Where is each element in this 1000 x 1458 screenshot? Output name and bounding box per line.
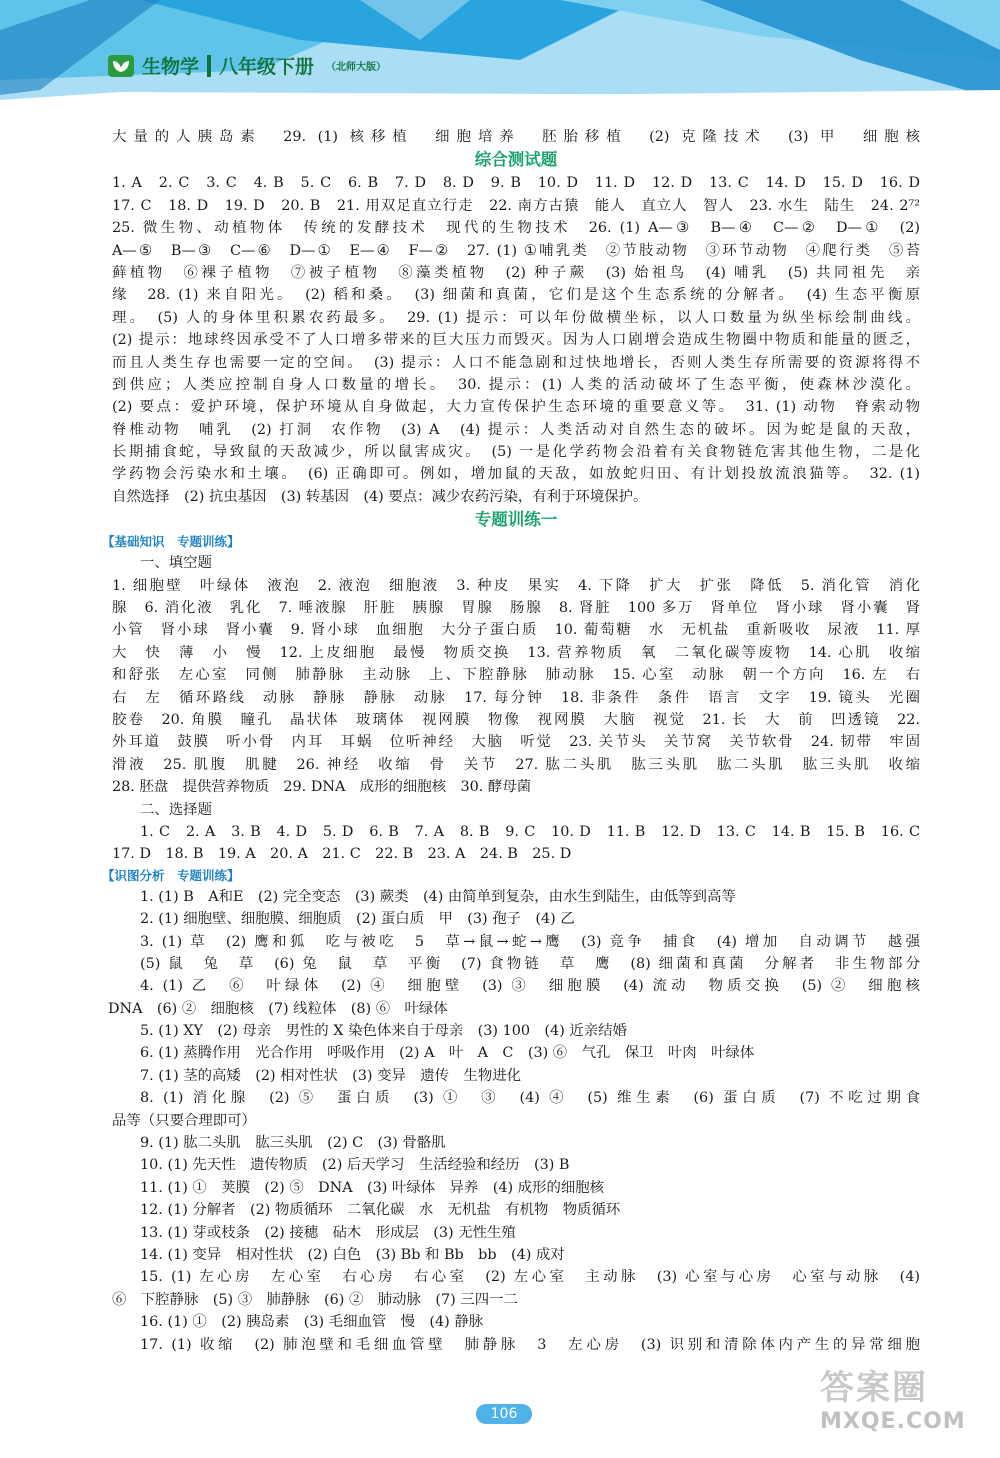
page-header [0,0,1000,110]
answer-line: 二、选择题 [140,801,212,818]
answer-line: 16. (1) ① (2) 胰岛素 (3) 毛细血管 慢 (4) 静脉 [140,1314,484,1331]
answer-line: 小管 肾小球 肾小囊 9. 肾小球 血细胞 大分子蛋白质 10. 葡萄糖 水 无机盐 重新吸收 尿液 11. 厚 [112,622,920,639]
answer-line: 滑液 25. 肌腹 肌腱 26. 神经 收缩 骨 关节 27. 肱二头肌 肱三头肌 肱二头肌 肱三头肌 收缩 [112,756,920,773]
answer-line: 理。 (5) 人的身体里积累农药最多。 29. (1) 提示：可以年份做横坐标，以人口数量为纵坐标绘制曲线。 [112,309,920,326]
answer-content [102,126,920,1356]
answer-line: 和舒张 左心室 同侧 肺静脉 主动脉 上、下腔静脉 肺动脉 15. 心室 动脉 朝一个方向 16. 左 右 [112,667,920,684]
section-tag: 【识图分析 专题训练】 [102,867,240,883]
section-tag: 【基础知识 专题训练】 [102,534,240,550]
answer-line: (2) 要点：爱护环境，保护环境从自身做起，大力宣传保护生态环境的重要意义等。 31. (1) 动物 脊索动物 [112,399,920,416]
answer-line: 6. (1) 蒸腾作用 光合作用 呼吸作用 (2) A 叶 A C (3) ⑥ 气孔 保卫 叶肉 叶绿体 [140,1045,755,1062]
answer-line: 2. (1) 细胞壁、细胞膜、细胞质 (2) 蛋白质 甲 (3) 孢子 (4) 乙 [140,911,575,928]
answer-line: 自然选择 (2) 抗虫基因 (3) 转基因 (4) 要点：减少农药污染，有利于环境保护。 [112,488,648,505]
answer-line: 一、填空题 [140,555,212,572]
answer-line: 1. A 2. C 3. C 4. B 5. C 6. B 7. D 8. D 9. B 10. D 11. D 12. D 13. C 14. D 15. D 16. D [112,175,920,192]
answer-line: 10. (1) 先天性 遗传物质 (2) 后天学习 生活经验和经历 (3) B [140,1157,570,1174]
answer-line: 17. (1) 收缩 (2) 肺泡壁和毛细血管壁 肺静脉 3 左心房 (3) 识别和清除体内产生的异常细胞 [140,1336,920,1353]
header-brand [108,52,386,79]
answer-line: 5. (1) XY (2) 母亲 男性的 X 染色体来自于母亲 (3) 100 (4) 近亲结婚 [140,1023,627,1040]
answer-line: 11. (1) ① 荚膜 (2) ⑤ DNA (3) 叶绿体 异养 (4) 成形的细胞核 [140,1179,605,1196]
answer-line: 9. (1) 肱二头肌 肱三头肌 (2) C (3) 骨骼肌 [140,1135,446,1152]
answer-line: 12. (1) 分解者 (2) 物质循环 二氧化碳 水 无机盐 有机物 物质循环 [140,1202,621,1219]
answer-line: 7. (1) 茎的高矮 (2) 相对性状 (3) 变异 遗传 生物进化 [140,1067,521,1084]
section-title: 专题训练一 [474,510,558,530]
answer-line: 大量的人胰岛素 29. (1) 核移植 细胞培养 胚胎移植 (2) 克隆技术 (3) 甲 细胞核 [112,129,920,145]
answer-line: 1. C 2. A 3. B 4. D 5. D 6. B 7. A 8. B 9. C 10. D 11. B 12. D 13. C 14. B 15. B 16. C [140,823,920,840]
answer-line: 大 快 薄 小 慢 12. 上皮细胞 最慢 物质交换 13. 营养物质 氧 二氧化碳等废物 14. 心肌 收缩 [112,644,920,661]
answer-line: 14. (1) 变异 相对性状 (2) 白色 (3) Bb 和 Bb bb (4) 成对 [140,1246,565,1263]
answer-line: 25. 微生物、动植物体 传统的发酵技术 现代的生物技术 26. (1) A—③ B—④ C—② D—① (2) [112,220,920,237]
answer-line: ⑥ 下腔静脉 (5) ③ 肺静脉 (6) ② 肺动脉 (7) 三四一二 [112,1291,518,1308]
answer-line: 17. D 18. B 19. A 20. A 21. C 22. B 23. A 24. B 25. D [112,846,572,863]
answer-line: 胶卷 20. 角膜 瞳孔 晶状体 玻璃体 视网膜 物像 视网膜 大脑 视觉 21. 长 大 前 凹透镜 22. [112,711,920,728]
answer-line: 13. (1) 芽或枝条 (2) 接穗 砧木 形成层 (3) 无性生殖 [140,1224,516,1241]
answer-line: 1. 细胞壁 叶绿体 液泡 2. 液泡 细胞液 3. 种皮 果实 4. 下降 扩大 扩张 降低 5. 消化管 消化 [112,577,920,594]
answer-line: 17. C 18. D 19. D 20. B 21. 用双足直立行走 22. 南方古猿 能人 直立人 智人 23. 水生 陆生 24. 2⁷² [112,197,920,214]
answer-line: 长期捕食蛇，导致鼠的天敌减少，所以鼠害成灾。 (5) 一是化学药物会沿着有关食物链危害其他生物，二是化 [112,444,920,461]
answer-line: 而且人类生存也需要一定的空间。 (3) 提示：人口不能急剧和过快地增长，否则人类生存所需要的资源将得不 [112,354,920,371]
answer-line: 外耳道 鼓膜 听小骨 内耳 耳蜗 位听神经 大脑 听觉 23. 关节头 关节窝 关节软骨 24. 韧带 牢固 [112,734,920,751]
answer-line: 藓植物 ⑥裸子植物 ⑦被子植物 ⑧藻类植物 (2) 种子蕨 (3) 始祖鸟 (4) 哺乳 (5) 共同祖先 亲 [112,264,920,281]
section-title: 综合测试题 [474,150,558,170]
answer-line: 脊椎动物 哺乳 (2) 打洞 农作物 (3) A (4) 提示：人类活动对自然生态的破坏。因为蛇是鼠的天敌， [112,421,920,438]
watermark-logo-text: 答案圈 [820,1368,928,1408]
answer-line: 4. (1) 乙 ⑥ 叶绿体 (2) ④ 细胞壁 (3) ③ 细胞膜 (4) 流动 物质交换 (5) ② 细胞核 [140,978,920,995]
answer-line: (2) 提示：地球终因承受不了人口增多带来的巨大压力而毁灭。因为人口剧增会造成生物圈中物质和能量的匮乏， [112,332,920,349]
answer-line: DNA (6) ② 细胞核 (7) 线粒体 (8) ⑥ 叶绿体 [108,1000,448,1017]
watermark-url: MXQE.COM [820,1409,966,1434]
grade-title: 八年级下册 [219,56,315,78]
answer-line: 3. (1) 草 (2) 鹰和狐 吃与被吃 5 草→鼠→蛇→鹰 (3) 竞争 捕食 (4) 增加 自动调节 越强 [140,933,920,950]
answer-line: 右 左 循环路线 动脉 静脉 静脉 动脉 17. 每分钟 18. 非条件 条件 语言 文字 19. 镜头 光圈 [112,689,920,706]
answer-line: 缘 28. (1) 来自阳光。 (2) 稻和桑。 (3) 细菌和真菌，它们是这个生态系统的分解者。 (4) 生态平衡原 [112,287,920,304]
book-leaf-icon [108,55,134,77]
answer-line: (5) 鼠 兔 草 (6) 兔 鼠 草 平衡 (7) 食物链 草 鹰 (8) 细菌和真菌 分解者 非生物部分 [140,955,920,972]
answer-line: 学药物会污染水和土壤。 (6) 正确即可。例如，增加鼠的天敌，如放蛇归田、有计划投放流浪猫等。 32. (1) [112,466,920,483]
answer-line: 28. 胚盘 提供营养物质 29. DNA 成形的细胞核 30. 酵母菌 [112,779,532,796]
answer-line: 到供应；人类应控制自身人口数量的增长。 30. 提示：(1) 人类的活动破坏了生态平衡，使森林沙漠化。 [112,376,920,393]
answer-line: 15. (1) 左心房 左心室 右心房 右心室 (2) 左心室 主动脉 (3) 心室与心房 心室与动脉 (4) [140,1269,920,1286]
subject-title: 生物学 [142,56,200,78]
answer-line: 8. (1) 消化腺 (2) ⑤ 蛋白质 (3) ① ③ (4) ④ (5) 维生素 (6) 蛋白质 (7) 不吃过期食 [140,1090,920,1107]
watermark [820,1368,990,1452]
answer-line: 1. (1) B A和E (2) 完全变态 (3) 蕨类 (4) 由简单到复杂，由水生到陆生，由低等到高等 [140,888,736,905]
answer-line: A—⑤ B—③ C—⑥ D—① E—④ F—② 27. (1) ①哺乳类 ②节肢动物 ③环节动物 ④爬行类 ⑤苔 [112,242,920,259]
header-separator [207,55,211,77]
answer-line: 腺 6. 消化液 乳化 7. 唾液腺 肝脏 胰腺 胃腺 肠腺 8. 肾脏 100 多万 肾单位 肾小球 肾小囊 肾 [112,600,920,617]
answer-line: 品等（只要合理即可） [112,1112,256,1129]
page-number: 106 [476,1404,532,1424]
edition-label: （北师大版） [326,62,387,73]
